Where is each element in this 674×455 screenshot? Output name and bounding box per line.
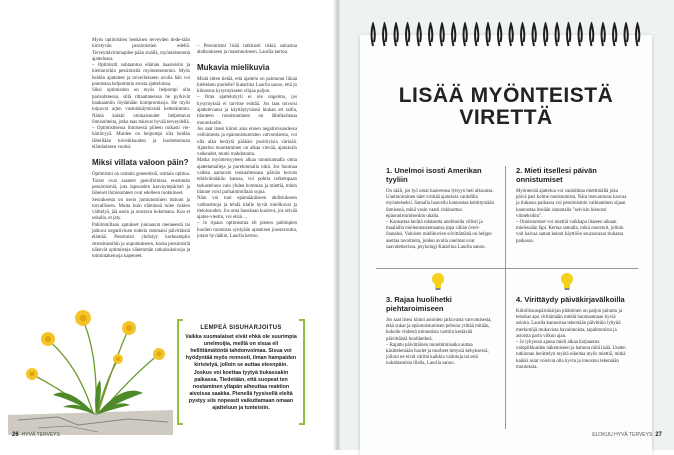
tip-text: On sääli, jos lyö omat haaveensa lyttyyn heti alkuunsa. Unelmoiminen näet virittää ajatuksia vauhdilla myönteiseksi. Samalla haaveilu kannustaa kehittymään ihmisenä, mikä vasin vaatii riskinottoa epäonnistumisenkin uhalla. – Kannattaa kerätä rohkeutta unelmoida villisti ja maalailla mielenmaisemaansa jopa vähän överi-ihanaksi. Valoisen mielikuvien siivittämänä on helppo asettaa tavoitteita, joiden avulla unelmat ovat saavutettavissa, psykologi Katariina Laurila sanoo. — [386, 189, 494, 250]
spiral-binding-icon — [367, 22, 645, 48]
bracket-left — [177, 319, 183, 425]
section-heading: Mukavia mielikuvia — [197, 62, 270, 72]
tip-box-1 — [386, 163, 494, 251]
tip-title-text: Virittäydy päiväkirjavälkoilla — [524, 295, 625, 304]
tip-number: 2. — [516, 166, 523, 175]
spiral-ring — [441, 24, 444, 46]
tip-title-text: Rajaa huolihetki piehtaroimiseen — [386, 295, 452, 313]
tip-title — [516, 295, 628, 304]
page-gutter — [333, 0, 341, 450]
tip-text: Kiitollisuuspäiväkirjan pitäminen on paljon puhuttu ja tehokas apu virittämään mieltä huomaamaan hyviä asioita. Laurila kannustaa tekemään päivittäin lyhyitä merkintöjä mukavista havainnoista, tapahtumista ja asioista parin viikon ajan. – Jo lyhyessä ajassa mieli alkaa harjaantua valopilkkuiden näkemiseen ja hamuta niitä lisää. Uuden tutkinnan herättelyn myötä oikeitaa myös miettiä, mitkä kaikki asiat voisivat olla hyvin ja innostuu tekemään muutoksia. — [516, 309, 626, 370]
paragraph: – Oma ajattelutyyli ei ole ongelma, jos kysymyksiä ei tarvitse esittää. Jos taas toivoisi ajattelevansa ja käyttäytyvänsä hiukan eri tailla, tilanteen tunnistaminen on lähtökohtana muutokselle. — [197, 95, 297, 126]
callout-content — [185, 325, 297, 412]
article-column-2 — [197, 44, 297, 240]
spiral-ring — [579, 24, 582, 46]
paragraph: – Jo ripauo optimismia eli pienen pahimpien huolien tuonnista syntyään ajatuksen joustavuutta, jotain hyvääkin, Laurila kertoo. — [197, 221, 297, 240]
headline-line-2: VIRETTÄ — [459, 106, 553, 129]
paragraph: – Pessimismi lisää tutkitusti riskiä sairastua ahdistukseen ja masennukseen, Laurila kertoo. — [197, 44, 297, 56]
tip-number: 3. — [386, 295, 393, 304]
paragraph: Seuraksesta on usein jumiutuminen tuttuun ja turvalliseen. Muita kuin elämässä tulee riskien välttelyä, jää usein ja avartava kokemana. Kun et uskalla, et jaty. — [92, 197, 190, 222]
paragraph: Myös optimistien henkinen terveyden tiede-tään kiristyvän pessimistien edellä. Terveyttävimmapilee pään sisällä, myönteisemmä ajattelussa. — [92, 38, 190, 62]
article-column-1 — [92, 38, 190, 261]
spiral-ring — [464, 24, 467, 46]
paragraph: Jos saat itsesi kiinni aina ennen negatiivisuudessa velloimesta ja epäonnistumisten vatvomisesta, voi olla aika heräytä päähäsi positiivisia värinää. Ajatelun muuttaminen on alkaa vievää, ajatuksiin vaikeudet, mutei mahdotonta. — [197, 126, 297, 158]
spiral-ring — [372, 24, 375, 46]
spiral-ring — [498, 24, 501, 46]
callout-title: LEMPEÄ SISUHARJOITUS — [200, 325, 282, 331]
paragraph: Pahimmillaan ajatukset junnaavat menneestä tai jatkuva negatiivinen todella rammaisi päivittäistä elämää. Pessimisti yhdistyy korkeampiin stressitasoihin ja uupumukseen, koska pessimistiä näkevät optimisteja vähemmän ratkaisukeinoja ja toimintakeinoja kapeneet. — [92, 222, 190, 260]
headline — [380, 85, 632, 129]
tip-title-text: Mieti itsellesi päivän onnistumiset — [516, 166, 597, 184]
spiral-ring — [567, 24, 570, 46]
magazine-label: ELOKUU HYVÄ TERVEYS — [592, 432, 653, 438]
spiral-ring — [395, 24, 398, 46]
tip-title-text: Unelmoi isosti Amerikan tyyliin — [386, 166, 482, 184]
tip-text: Jos saat itsesi kiinni asioiden jatkuvasta vatvomisesta, etkä sukat ja epäonnistumisen pelossa yrittää mitään, kokeile viidestä minuutista varttiin kestävää päivittäistä huolihetkeä. – Rajattu päivittäinen murehtimisaika auttaa käsittelemään huolet ja murheet tietyssä kehyksessä, jolloin ne eivät värittä kaikkia valintoja tai estä nukahtamista illalla, Laurila sanoo. — [386, 318, 492, 367]
spiral-ring — [533, 24, 536, 46]
lightbulb-icon — [430, 272, 446, 292]
spiral-ring — [556, 24, 559, 46]
spiral-ring — [429, 24, 432, 46]
spiral-ring — [636, 24, 639, 46]
paragraph: Matka myönteisyyteen alkaa tunnistamalla omia ajattetamalleja ja purekmmalla niitä. Jos huomaa vaikka aamuisin toukaaltessasa päivän tuovan tehtävämäärän kanssa, voi pohtia tarkempaan tarkasteluun vain yhden homman ja miettiä, miten tilanne voisi parhaimmillaan sujua. — [197, 158, 297, 195]
headline-line-1: LISÄÄ MYÖNTEISTÄ — [398, 84, 614, 107]
spiral-ring — [475, 24, 478, 46]
left-page — [0, 0, 337, 450]
tip-number: 4. — [516, 295, 523, 304]
page-number: 27 — [655, 432, 662, 438]
divider-horizontal — [376, 268, 638, 269]
section-heading: Miksi villata valoon päin? — [92, 158, 189, 168]
spiral-ring — [590, 24, 593, 46]
sisu-exercise-callout — [177, 319, 305, 427]
spiral-ring — [521, 24, 524, 46]
tip-number: 1. — [386, 166, 393, 175]
footer-left — [12, 432, 60, 438]
magazine-label: HYVÄ TERVEYS — [21, 432, 60, 438]
spiral-ring — [406, 24, 409, 46]
paragraph: Optimismi on osittain geneettistä, osittain opittua. Toiset ovat saaneet geenifornissa enemmän pessimismiä, jota lapsuuden kasvuympäristö ja läheiset ihmissuhteet ovat edelleen ruokkineet. — [92, 172, 190, 197]
bracket-right — [299, 319, 305, 425]
callout-text: Vaikka suomalaiset eivät ehkä ole suurimpia unelmoijia, meillä on sisua eli hellittämätöntä tahdonvoimaa. Sisua voi hyödyntää myös rennosti, ilman hampaiden kiristelyä, jolloin se auttaa eteenpäin. Joskus voi koettaa tyytyä tiukassakin paikassa. Tiedetään, että suopeat ten nostaminen yllapän aiheuttaa reaktion aivoissa saakka. Pienellä fyysisellä eleltä pystyy siis nopeasti vaikuttamaan omaan ajatteluun ja tunteisiin. — [185, 334, 297, 412]
paragraph: Mistä sitten tietää, että ajattelu on paimunut liikaä kielteisen puolelle? Katariina Laurila sanoo, että jo kiinostus kysymykseen vihjaa paljon. — [197, 76, 297, 95]
spiral-ring — [418, 24, 421, 46]
tip-box-4 — [516, 292, 628, 371]
footer-right — [592, 432, 662, 438]
spiral-ring — [625, 24, 628, 46]
tip-box-3 — [386, 292, 494, 368]
paragraph: Näin voi tuoi epämääräiseen ahdistukseen vaihtoehtoja ja tehdä tilalle hyvät mielikuvat ja tietoisuuden. Jos oma hanskaan kuuleva, jos selvää ajatus-viestin, voi etsiä ... — [197, 196, 297, 221]
divider-vertical — [505, 166, 506, 429]
tip-box-2 — [516, 163, 628, 245]
tip-text: Myönteisiä ajattelua voi vauhdittaa miettimällä joka päivä pari kolme onnistumista. Näin itsevarmuus kasvaa ja tiukassa paikassa voi pessimismin vaihtaminen sijaan kannustaa itseään sanomalla "selvisin hienosti viimeksikin". – Onnistumiset voi miettiä vaikkapa iltateen aikaan mielessään läpi. Kertaa samalla, mikä onnistuit, jolloin voit kaivaa samat keinot käyttöön seuraavassa tiukassa paikassa. — [516, 189, 627, 244]
spiral-ring — [487, 24, 490, 46]
spiral-ring — [602, 24, 605, 46]
tip-title — [516, 166, 628, 184]
spiral-ring — [452, 24, 455, 46]
tip-title — [386, 166, 494, 184]
tip-title — [386, 295, 494, 313]
spiral-ring — [613, 24, 616, 46]
spiral-ring — [544, 24, 547, 46]
spiral-ring — [510, 24, 513, 46]
paragraph: – Optimistit suhtaantuu elämän haasteisiin ja kiemuroihin pessimistiä myönteisemmin. Myös heidän ajatteleet ja toiveilukseen avulla hän voi ponnistaa helpommin erosta ajatteluissa. — [92, 63, 190, 88]
paragraph: – Optimistisessa ihmisessä piileen ruikasti vie-häträvyyä. Muiden on helpompi olla heidän läheillään toiveikkuuden ja huolettomuan elämäniseen vuoksi. — [92, 126, 190, 151]
spiral-ring — [383, 24, 386, 46]
page-number: 26 — [12, 432, 19, 438]
dandelion-illustration — [8, 295, 173, 435]
lightbulb-icon — [559, 272, 575, 292]
paragraph: Siksi optimistien on myös helpompi olla parisuhteessa, sillä rittaattaneissa he pyrkivät hankaamiin löytämään kompromissja. He myös toipuvat arjen vastoinkäymisistä ketterämmin. Nämä kaikki ominaisuudet helpottavat ihmisuhteita, jotka taas tukevat hyvää terveydellä. — [92, 88, 190, 125]
